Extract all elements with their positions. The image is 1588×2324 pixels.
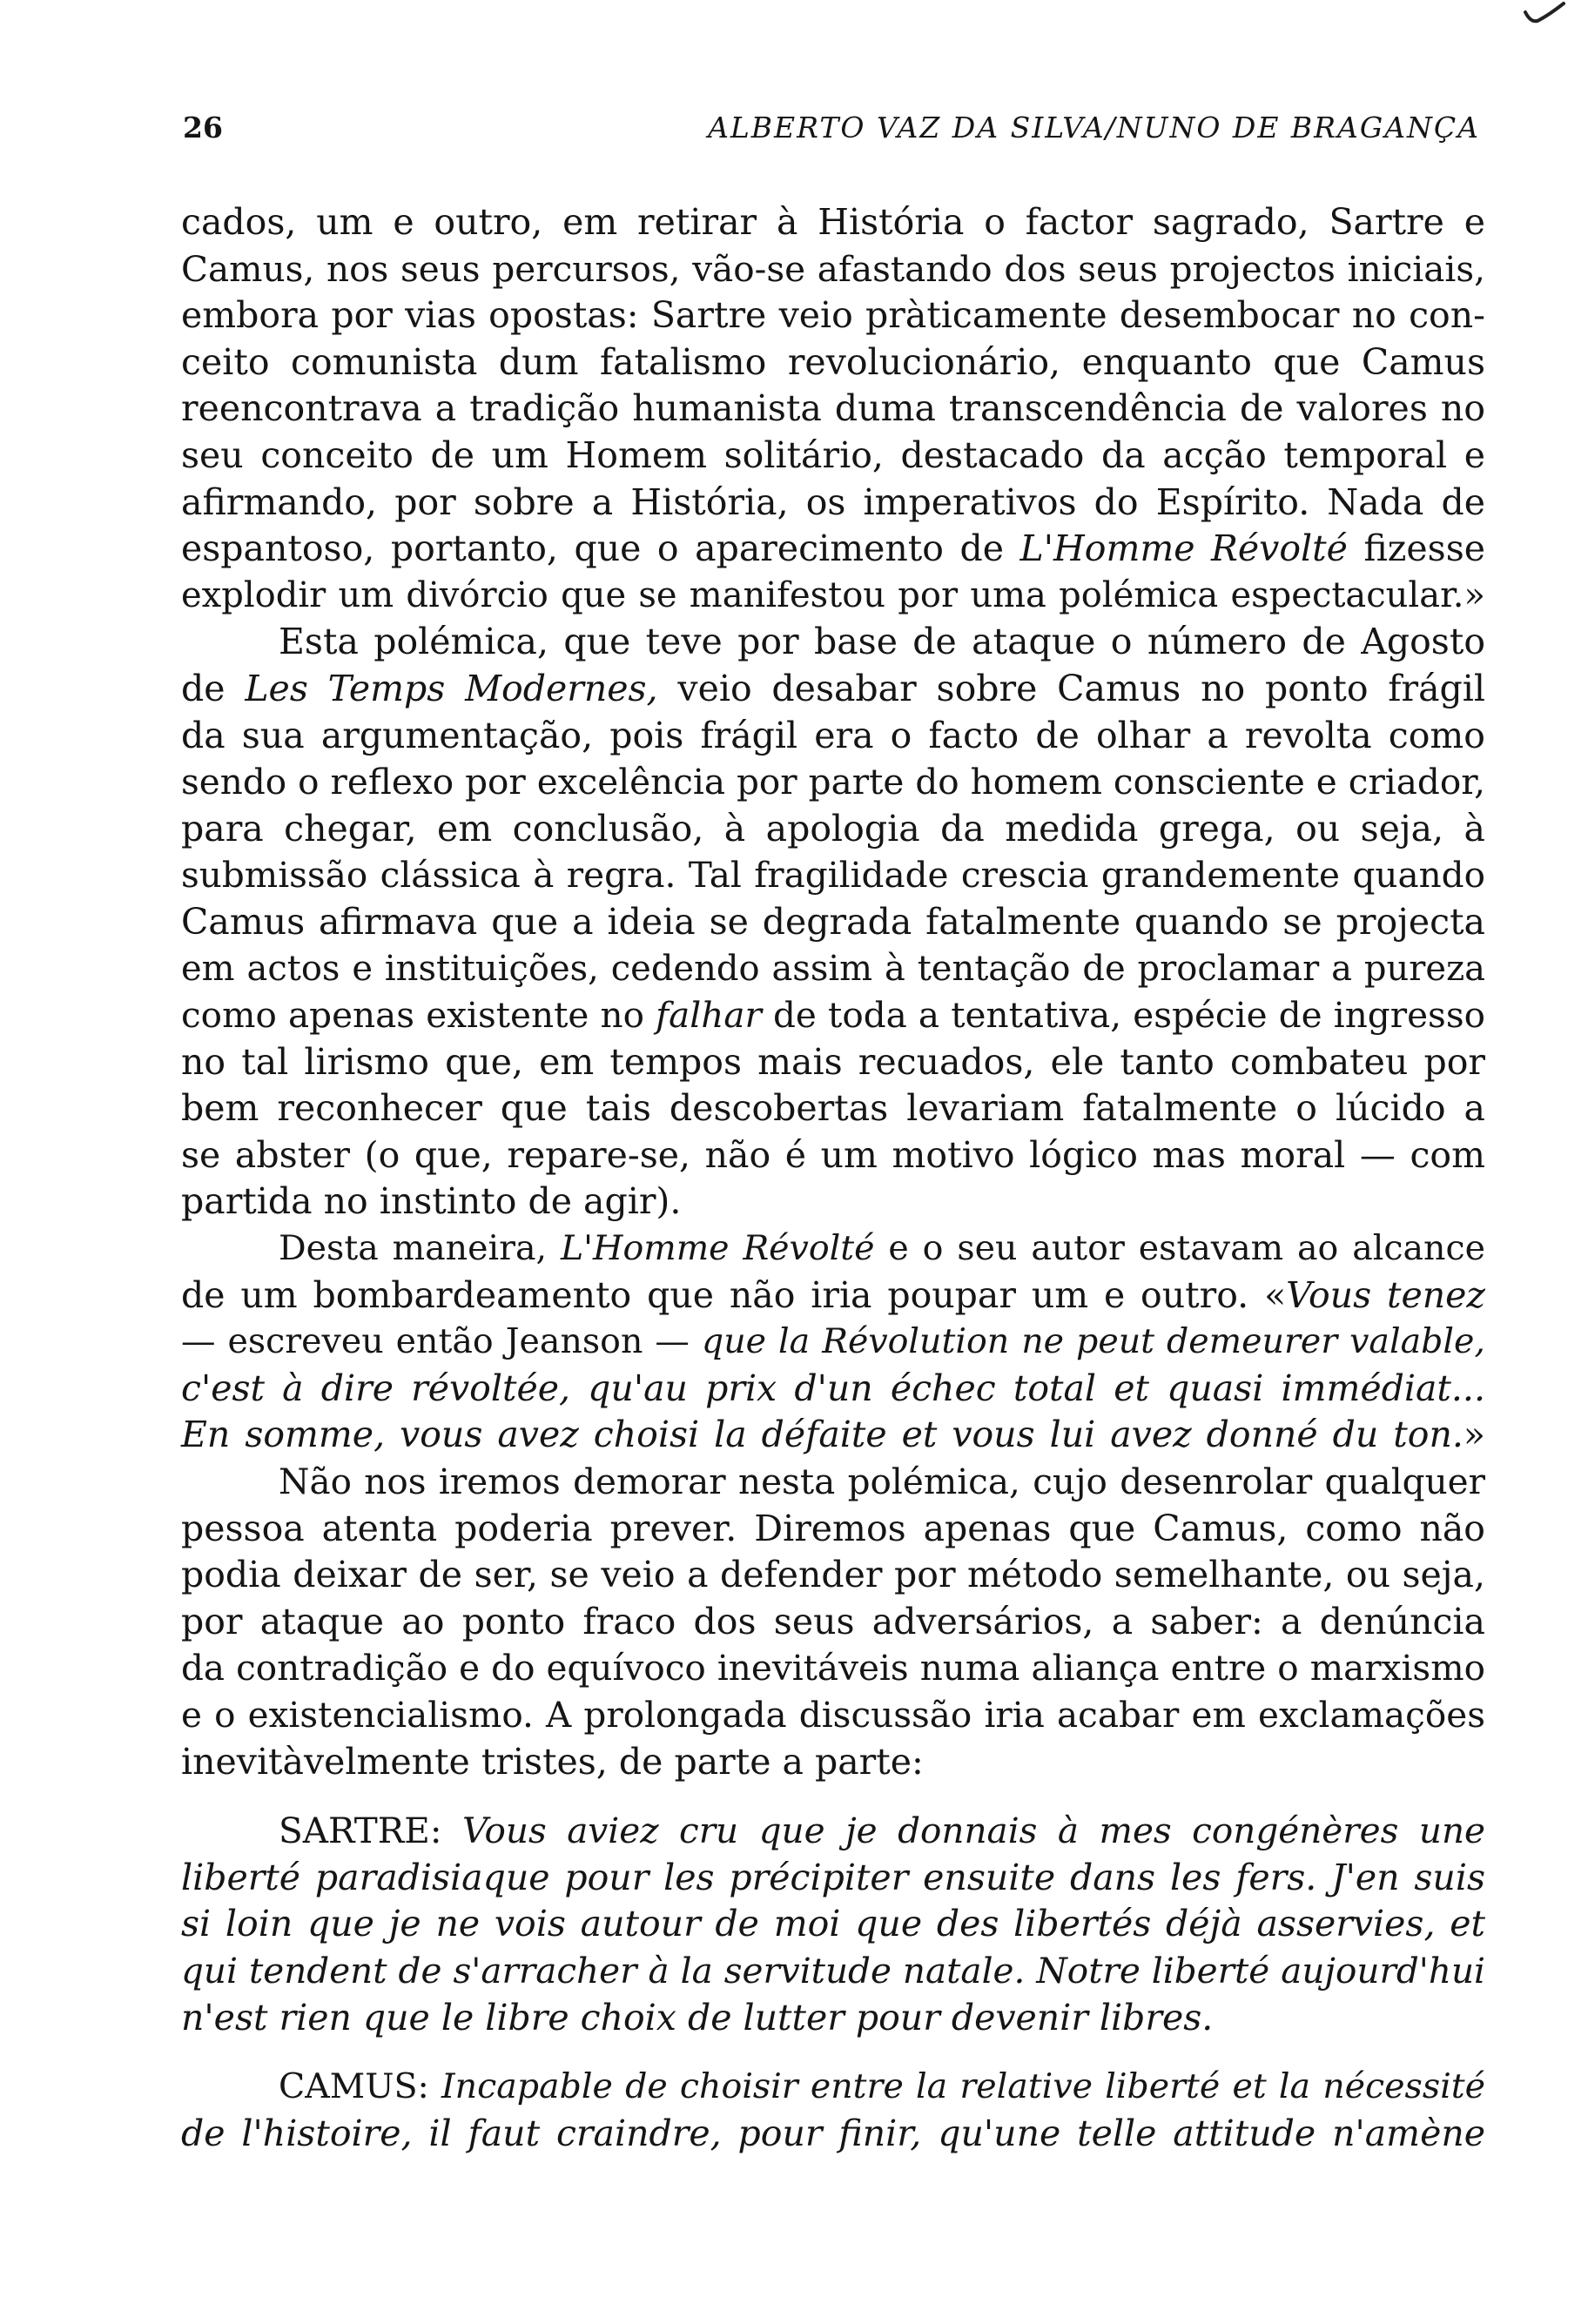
running-head: ALBERTO VAZ DA SILVA/NUNO DE BRAGANÇA <box>708 111 1480 144</box>
paragraph-gap <box>181 1785 1485 1808</box>
text-line <box>181 1855 1485 1902</box>
italic-text: si loin que je ne vois autour de moi que des libertés déjà asservies, et <box>181 1903 1485 1945</box>
text-line <box>181 992 1485 1039</box>
text-line <box>181 852 1485 899</box>
text-segment: SARTRE: <box>279 1810 462 1852</box>
text-segment: Esta polémica, que teve por base de ataque o número de Agosto <box>279 621 1485 663</box>
text-segment: » <box>1463 1414 1485 1456</box>
text-segment: se abster (o que, repare-se, não é um motivo lógico mas moral — com <box>181 1133 1485 1176</box>
text-line <box>181 1948 1485 1995</box>
page-number: 26 <box>183 111 223 144</box>
text-segment: reencontrava a tradição humanista duma transcendência de valores no <box>181 387 1485 430</box>
text-segment: pessoa atenta poderia prever. Diremos apenas que Camus, como não <box>181 1507 1485 1549</box>
text-segment: seu conceito de um Homem solitário, destacado da acção temporal e <box>181 433 1485 476</box>
italic-text: En somme, vous avez choisi la défaite et vous lui avez donné du ton. <box>181 1414 1464 1456</box>
text-segment: ceito comunista dum fatalismo revolucionário, enquanto que Camus <box>181 340 1485 383</box>
text-line <box>181 1179 1485 1226</box>
text-line <box>181 899 1485 946</box>
text-line <box>181 1901 1485 1948</box>
text-line <box>181 1085 1485 1132</box>
text-segment: da contradição e do equívoco inevitáveis numa aliança entre o marxismo <box>181 1647 1485 1689</box>
text-line <box>181 480 1485 527</box>
text-segment: Desta maneira, <box>279 1228 561 1269</box>
text-segment: inevitàvelmente tristes, de parte a parte: <box>181 1740 924 1783</box>
text-line <box>181 1506 1485 1553</box>
text-line <box>181 759 1485 806</box>
text-line <box>181 666 1485 713</box>
text-line <box>181 806 1485 853</box>
text-segment: — escreveu então Jeanson — <box>181 1321 702 1362</box>
italic-text: liberté paradisiaque pour les précipiter ensuite dans les fers. J'en suis <box>181 1856 1485 1898</box>
text-segment: veio desabar sobre Camus no ponto frágil <box>657 667 1485 709</box>
page-header <box>183 106 1480 150</box>
text-line <box>181 246 1485 293</box>
text-segment: embora por vias opostas: Sartre veio pràticamente desembocar no con- <box>181 294 1485 337</box>
text-segment: em actos e instituições, cedendo assim à tentação de proclamar a pureza <box>181 948 1485 989</box>
text-line <box>181 2064 1485 2111</box>
text-line <box>181 433 1485 480</box>
text-segment: cados, um e outro, em retirar à História o factor sagrado, Sartre e <box>181 201 1485 243</box>
paragraph-gap <box>181 2041 1485 2064</box>
text-line <box>181 1319 1485 1366</box>
text-line <box>181 946 1485 993</box>
text-line <box>181 619 1485 666</box>
italic-text: de l'histoire, il faut craindre, pour finir, qu'une telle attitude n'amène <box>181 2112 1485 2154</box>
italic-text: c'est à dire révoltée, qu'au prix d'un échec total et quasi immédiat... <box>181 1367 1485 1409</box>
text-segment: Não nos iremos demorar nesta polémica, cujo desenrolar qualquer <box>279 1461 1485 1503</box>
italic-text: falhar <box>656 994 762 1037</box>
text-segment: afirmando, por sobre a História, os imperativos do Espírito. Nada de <box>181 480 1485 523</box>
text-line <box>181 2111 1485 2158</box>
italic-text: que la Révolution ne peut demeurer valable, <box>701 1321 1485 1362</box>
text-line <box>181 1645 1485 1692</box>
italic-text: qui tendent de s'arracher à la servitude natale. Notre liberté aujourd'hui <box>181 1949 1485 1992</box>
text-segment: para chegar, em conclusão, à apologia da medida grega, ou seja, à <box>181 807 1485 850</box>
handwritten-check-mark <box>1522 0 1567 26</box>
italic-text: Incapable de choisir entre la relative liberté et la nécessité <box>441 2066 1485 2107</box>
text-line <box>181 1739 1485 1786</box>
text-segment: como apenas existente no <box>181 994 656 1037</box>
text-line <box>181 1808 1485 1855</box>
text-segment: no tal lirismo que, em tempos mais recuados, ele tanto combateu por <box>181 1040 1485 1083</box>
text-line <box>181 199 1485 246</box>
text-segment: e o existencialismo. A prolongada discussão iria acabar em exclamações <box>181 1694 1485 1736</box>
text-line <box>181 1366 1485 1413</box>
text-segment: explodir um divórcio que se manifestou por uma polémica espectacular.» <box>181 574 1485 615</box>
italic-text: L'Homme Révolté <box>1019 527 1348 570</box>
text-segment: partida no instinto de agir). <box>181 1180 682 1223</box>
text-line <box>181 292 1485 339</box>
text-line <box>181 1132 1485 1179</box>
text-segment: fizesse <box>1347 527 1485 570</box>
text-segment: e o seu autor estavam ao alcance <box>874 1228 1485 1269</box>
text-segment: Camus, nos seus percursos, vão-se afastando dos seus projectos iniciais, <box>181 247 1485 290</box>
italic-text: L'Homme Révolté <box>560 1228 875 1269</box>
text-line <box>181 339 1485 386</box>
text-segment: bem reconhecer que tais descobertas levariam fatalmente o lúcido a <box>181 1087 1485 1130</box>
text-line <box>181 1459 1485 1506</box>
text-segment: por ataque ao ponto fraco dos seus adversários, a saber: a denúncia <box>181 1600 1485 1642</box>
text-line <box>181 1039 1485 1086</box>
text-segment: de toda a tentativa, espécie de ingresso <box>761 994 1485 1037</box>
text-segment: podia deixar de ser, se veio a defender por método semelhante, ou seja, <box>181 1554 1485 1596</box>
italic-text: Vous tenez <box>1286 1273 1485 1316</box>
text-segment: de <box>181 667 246 709</box>
text-line <box>181 573 1485 620</box>
text-line <box>181 1599 1485 1646</box>
text-line <box>181 526 1485 573</box>
italic-text: Vous aviez cru que je donnais à mes congénères une <box>461 1810 1485 1852</box>
italic-text: n'est rien que le libre choix de lutter pour devenir libres. <box>181 1996 1214 2039</box>
text-segment: sendo o reflexo por excelência por parte do homem consciente e criador, <box>181 761 1485 803</box>
text-line <box>181 1692 1485 1739</box>
text-line <box>181 1412 1485 1459</box>
text-line <box>181 713 1485 760</box>
text-line <box>181 386 1485 433</box>
text-line <box>181 1273 1485 1320</box>
text-segment: CAMUS: <box>279 2066 442 2107</box>
italic-text: Les Temps Modernes, <box>245 667 658 709</box>
text-segment: de um bombardeamento que não iria poupar um e outro. « <box>181 1273 1287 1316</box>
text-segment: Camus afirmava que a ideia se degrada fatalmente quando se projecta <box>181 900 1485 943</box>
text-segment: espantoso, portanto, que o aparecimento de <box>181 527 1020 570</box>
text-line <box>181 1552 1485 1599</box>
body-text <box>181 199 1485 2157</box>
text-line <box>181 1995 1485 2042</box>
text-line <box>181 1226 1485 1273</box>
text-segment: submissão clássica à regra. Tal fragilidade crescia grandemente quando <box>181 854 1485 897</box>
text-segment: da sua argumentação, pois frágil era o facto de olhar a revolta como <box>181 714 1485 756</box>
